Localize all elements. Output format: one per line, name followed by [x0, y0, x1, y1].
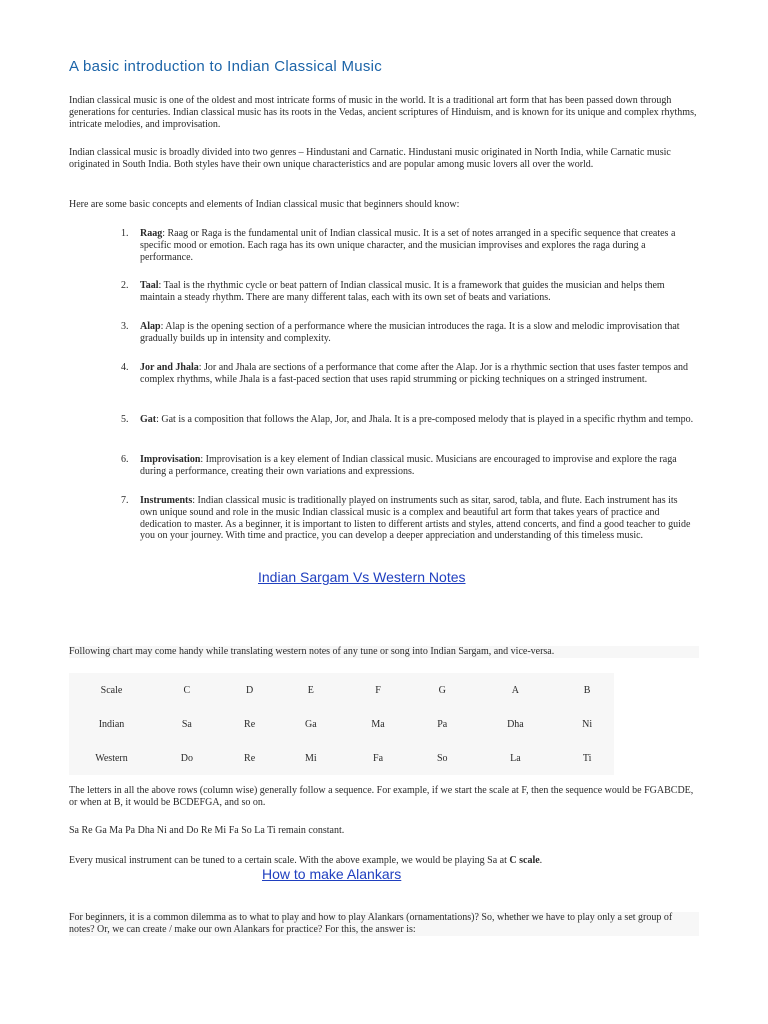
- list-item-body: [140, 414, 696, 426]
- alankar-intro-paragraph: For beginners, it is a common dilemma as to what to play and how to play Alankars (ornamentations)? So, whether we have to play only a set group of notes? Or, we can create / make our own Alankars for practice? For this, the answer is:: [69, 912, 699, 936]
- list-item-text: : Taal is the rhythmic cycle or beat pattern of Indian classical music. It is a framework that guides the musician and helps them maintain a steady rhythm. There are many different talas, each with its own set of beats and variations.: [140, 280, 665, 303]
- list-item-text: : Gat is a composition that follows the Alap, Jor, and Jhala. It is a pre-composed melody that is played in a specific rhythm and tempo.: [156, 414, 694, 425]
- list-item-text: : Jor and Jhala are sections of a performance that come after the Alap. Jor is a rhythmic section that uses faster tempos and complex rhythms, while Jhala is a fast-paced section that uses rapid strumming or picking techniques on a stringed instrument.: [140, 362, 689, 385]
- list-item-body: [140, 321, 696, 345]
- list-item-term: Jor and Jhala: [140, 362, 199, 373]
- table-cell: Western: [95, 752, 128, 764]
- list-item-term: Improvisation: [140, 454, 201, 465]
- table-row: [69, 741, 614, 775]
- table-cell: D: [245, 684, 254, 696]
- table-row: [69, 707, 614, 741]
- intro-paragraph-3: Here are some basic concepts and elements of Indian classical music that beginners should know:: [69, 199, 460, 210]
- table-cell: Do: [180, 752, 193, 764]
- list-item-number: 2.: [121, 280, 129, 291]
- scale-text-end: .: [539, 855, 543, 866]
- table-cell: Dha: [507, 718, 524, 730]
- list-item-body: [140, 495, 696, 542]
- table-cell: Ga: [304, 718, 317, 730]
- list-item-number: 4.: [121, 362, 129, 373]
- list-item-text: : Indian classical music is traditionally played on instruments such as sitar, sarod, tabla, and flute. Each instrument has its own unique sound and role in the music Indian classical music is a complex and beautiful art form that takes years of practice and dedication to master. As a beginner, it is important to listen to different artists and styles, attend concerts, and find a good teacher to guide you on your journey. With time and practice, you can develop a deeper appreciation and understanding of this timeless music.: [140, 495, 691, 542]
- table-cell: Ti: [582, 752, 592, 764]
- table-cell: B: [583, 684, 591, 696]
- notes-table: [69, 673, 614, 775]
- page-title: A basic introduction to Indian Classical Music: [69, 58, 383, 75]
- table-cell: C: [183, 684, 191, 696]
- sargam-heading-link[interactable]: Indian Sargam Vs Western Notes: [258, 569, 466, 585]
- table-cell: Re: [244, 752, 256, 764]
- list-item-number: 1.: [121, 228, 129, 239]
- list-item-number: 5.: [121, 414, 129, 425]
- table-cell: So: [436, 752, 448, 764]
- list-item-text: : Improvisation is a key element of Indian classical music. Musicians are encouraged to improvise and explore the raga during a performance, creating their own variations and expressions.: [140, 454, 677, 477]
- table-cell: Ma: [371, 718, 385, 730]
- scale-text: Every musical instrument can be tuned to a certain scale. With the above example, we would be playing Sa at: [69, 855, 510, 866]
- list-item-body: [140, 454, 696, 478]
- list-item-term: Raag: [140, 228, 163, 239]
- table-cell: La: [510, 752, 521, 764]
- list-item-number: 3.: [121, 321, 129, 332]
- list-item-term: Gat: [140, 414, 157, 425]
- scale-bold: C scale: [509, 855, 540, 866]
- chart-intro-paragraph: Following chart may come handy while translating western notes of any tune or song into Indian Sargam, and vice-versa.: [69, 646, 699, 658]
- intro-paragraph-2: Indian classical music is broadly divided into two genres – Hindustani and Carnatic. Hindustani music originated in North India, while Carnatic music originated in South India. Both styles have their own unique characteristics and are popular among music lovers all over the world.: [69, 147, 671, 170]
- constant-paragraph: Sa Re Ga Ma Pa Dha Ni and Do Re Mi Fa So La Ti remain constant.: [69, 825, 345, 836]
- list-item-term: Instruments: [140, 495, 193, 506]
- notes-chart: [69, 673, 614, 775]
- table-cell: Pa: [437, 718, 448, 730]
- table-cell: Mi: [304, 752, 317, 764]
- table-cell: Indian: [98, 718, 125, 730]
- table-cell: E: [307, 684, 314, 696]
- table-cell: G: [438, 684, 446, 696]
- list-item-body: [140, 280, 696, 304]
- table-cell: Sa: [181, 718, 192, 730]
- list-item-number: 7.: [121, 495, 129, 506]
- list-item-body: [140, 362, 696, 386]
- alankar-heading-link[interactable]: How to make Alankars: [262, 866, 402, 882]
- list-item-number: 6.: [121, 454, 129, 465]
- list-item-text: : Raag or Raga is the fundamental unit of Indian classical music. It is a set of notes arranged in a specific sequence that creates a specific mood or emotion. Each raga has its own unique character, and the musician improvises and explores the raga during a performance.: [140, 228, 676, 263]
- table-row: [69, 673, 614, 707]
- table-cell: F: [375, 684, 381, 696]
- list-item-body: [140, 228, 696, 263]
- sequence-paragraph: The letters in all the above rows (column wise) generally follow a sequence. For example, if we start the scale at F, then the sequence would be FGABCDE, or when at B, it would be BCDEFGA, and so on.: [69, 785, 694, 808]
- list-item-term: Alap: [140, 321, 161, 332]
- table-cell: A: [511, 684, 520, 696]
- table-cell: Re: [244, 718, 256, 730]
- intro-paragraph-1: Indian classical music is one of the oldest and most intricate forms of music in the world. It is a traditional art form that has been passed down through generations for centuries. Indian classical music has its roots in the Vedas, ancient scriptures of Hinduism, and is known for its unique and complex rhythms, intricate melodies, and improvisation.: [69, 95, 697, 130]
- list-item-term: Taal: [140, 280, 159, 291]
- list-item-text: : Alap is the opening section of a performance where the musician introduces the raga. It is a slow and melodic improvisation that gradually builds up in intensity and complexity.: [140, 321, 680, 344]
- table-cell: Fa: [373, 752, 384, 764]
- table-cell: Scale: [100, 684, 123, 696]
- table-cell: Ni: [582, 718, 593, 730]
